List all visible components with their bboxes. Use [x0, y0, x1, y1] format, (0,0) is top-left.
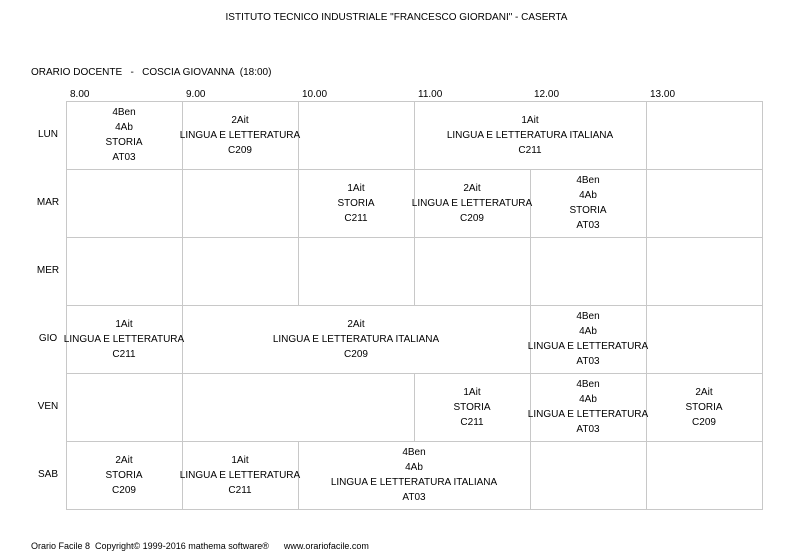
- room-label: C211: [228, 484, 252, 496]
- lesson-cell-sab-8: [66, 441, 182, 509]
- class-code: 4Ab: [579, 326, 597, 337]
- subject-label: LINGUA E LETTERATURA: [179, 469, 301, 481]
- grid-line: [298, 237, 299, 305]
- grid-line: [646, 169, 647, 237]
- grid-line: [646, 101, 647, 169]
- day-label-mar: MAR: [36, 197, 60, 208]
- room-label: C211: [112, 348, 136, 360]
- subject-label: STORIA: [569, 205, 607, 216]
- day-label-gio: GIO: [38, 333, 58, 344]
- class-code: 1Ait: [231, 454, 249, 466]
- class-code: 2Ait: [231, 114, 249, 126]
- lesson-cell-mar-12: [530, 169, 646, 237]
- room-label: C211: [460, 416, 484, 428]
- page-title: ISTITUTO TECNICO INDUSTRIALE "FRANCESCO GIORDANI" - CASERTA: [225, 12, 568, 23]
- lesson-cell-lun-11: [414, 101, 646, 169]
- lesson-cell-gio-8: [63, 305, 185, 373]
- room-label: AT03: [576, 424, 600, 435]
- lesson-cell-gio-10: [182, 305, 530, 373]
- day-label-mer: MER: [36, 265, 60, 276]
- room-label: C209: [344, 348, 368, 360]
- grid-line: [182, 237, 183, 305]
- room-label: AT03: [402, 492, 426, 503]
- grid-line: [646, 441, 647, 509]
- class-code: 4Ab: [115, 122, 133, 133]
- class-code: 4Ben: [576, 379, 600, 390]
- subject-label: STORIA: [105, 137, 143, 148]
- room-label: AT03: [576, 220, 600, 231]
- lesson-cell-ven-12: [527, 373, 649, 441]
- class-code: 2Ait: [463, 182, 481, 194]
- subject-label: LINGUA E LETTERATURA: [527, 409, 649, 420]
- class-code: 1Ait: [347, 182, 365, 194]
- class-code: 2Ait: [347, 318, 365, 330]
- grid-line: [66, 509, 763, 510]
- class-code: 2Ait: [695, 386, 713, 398]
- class-code: 4Ab: [579, 190, 597, 201]
- subject-label: LINGUA E LETTERATURA ITALIANA: [272, 333, 440, 345]
- lesson-cell-sab-9: [179, 441, 301, 509]
- class-code: 4Ben: [576, 311, 600, 322]
- class-code: 4Ben: [402, 447, 426, 458]
- lesson-cell-sab-10: [298, 441, 530, 509]
- hour-label-13: 13.00: [650, 89, 676, 100]
- subject-label: LINGUA E LETTERATURA: [63, 333, 185, 345]
- grid-line: [530, 237, 531, 305]
- lesson-cell-mar-10: [298, 169, 414, 237]
- grid-line: [530, 441, 531, 509]
- lesson-cell-gio-12: [527, 305, 649, 373]
- copyright-footer: Orario Facile 8 Copyright© 1999-2016 mathema software® www.orariofacile.com: [31, 541, 369, 551]
- subject-label: STORIA: [105, 469, 143, 481]
- grid-line: [762, 101, 763, 510]
- subject-label: STORIA: [337, 197, 375, 209]
- grid-line: [414, 237, 415, 305]
- subject-label: LINGUA E LETTERATURA: [411, 197, 533, 209]
- hour-label-11: 11.00: [418, 89, 443, 100]
- day-label-lun: LUN: [37, 129, 58, 140]
- room-label: C209: [692, 416, 716, 428]
- class-code: 4Ab: [579, 394, 597, 405]
- room-label: C209: [112, 484, 136, 496]
- subject-label: LINGUA E LETTERATURA ITALIANA: [330, 477, 498, 488]
- lesson-cell-lun-9: [179, 101, 301, 169]
- class-code: 1Ait: [115, 318, 133, 330]
- room-label: AT03: [576, 356, 600, 367]
- grid-line: [646, 237, 647, 305]
- class-code: 1Ait: [463, 386, 481, 398]
- lesson-cell-lun-8: [66, 101, 182, 169]
- day-label-ven: VEN: [37, 401, 59, 412]
- room-label: C211: [344, 212, 368, 224]
- class-code: 1Ait: [521, 114, 539, 126]
- grid-line: [182, 169, 183, 237]
- teacher-schedule-subtitle: ORARIO DOCENTE - COSCIA GIOVANNA (18:00): [31, 67, 272, 78]
- class-code: 4Ben: [576, 175, 600, 186]
- lesson-cell-ven-13: [646, 373, 762, 441]
- class-code: 4Ben: [112, 107, 136, 118]
- subject-label: LINGUA E LETTERATURA ITALIANA: [446, 129, 614, 141]
- lesson-cell-ven-11: [414, 373, 530, 441]
- grid-line: [182, 373, 183, 441]
- day-label-sab: SAB: [37, 469, 58, 480]
- subject-label: STORIA: [685, 401, 723, 413]
- subject-label: LINGUA E LETTERATURA: [179, 129, 301, 141]
- subject-label: STORIA: [453, 401, 491, 413]
- hour-label-12: 12.00: [534, 89, 560, 100]
- room-label: C209: [460, 212, 484, 224]
- subject-label: LINGUA E LETTERATURA: [527, 341, 649, 352]
- room-label: AT03: [112, 152, 136, 163]
- class-code: 4Ab: [405, 462, 423, 473]
- hour-label-8: 8.00: [70, 89, 90, 100]
- hour-label-9: 9.00: [186, 89, 206, 100]
- lesson-cell-mar-11: [411, 169, 533, 237]
- hour-label-10: 10.00: [302, 89, 328, 100]
- class-code: 2Ait: [115, 454, 133, 466]
- room-label: C209: [228, 144, 252, 156]
- room-label: C211: [518, 144, 542, 156]
